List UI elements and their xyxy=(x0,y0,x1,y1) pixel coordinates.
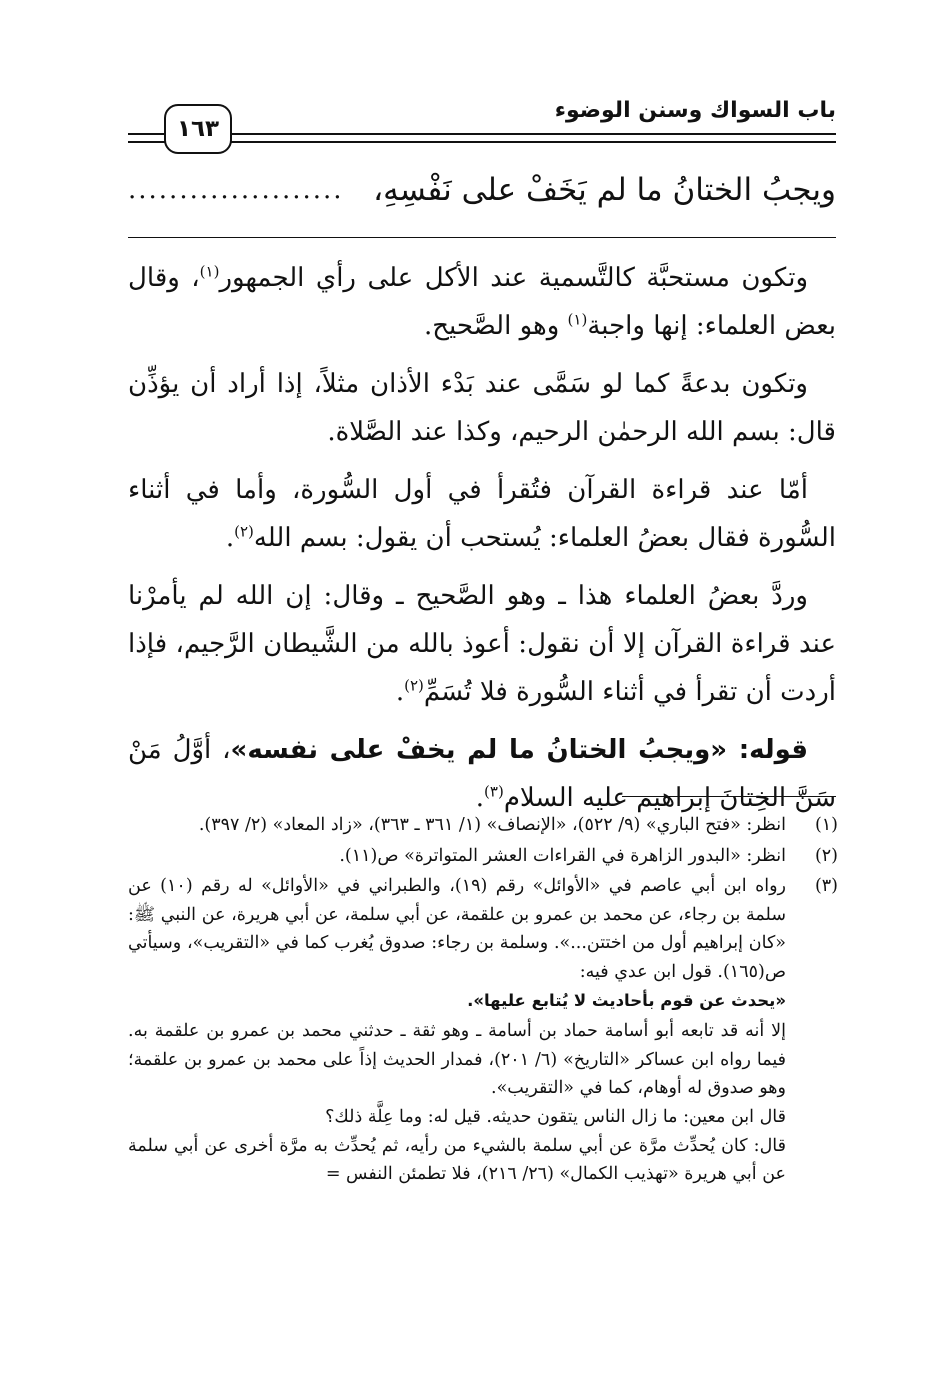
p5-text-a: ، أوَّلُ مَنْ سَنَّ الخِتانَ إبراهيم عليه السلام xyxy=(128,735,836,813)
running-title: باب السواك وسنن الوضوء xyxy=(554,98,836,123)
footnote-ref-3: (٣) xyxy=(484,782,504,801)
paragraph-3 xyxy=(128,466,836,562)
commentary-body xyxy=(128,254,836,832)
footnote-text: انظر: «البدور الزاهرة في القراءات العشر المتواترة» ص(١١). xyxy=(339,845,786,866)
footnote-ref-2b: (٢) xyxy=(404,676,424,695)
p1-text-a: وتكون مستحبَّة كالتَّسمية عند الأكل على رأي الجمهور xyxy=(219,263,809,293)
footnote-3-continuation-2: قال ابن معين: ما زال الناس يتقون حديثه. قيل له: وما عِلَّة ذلك؟ xyxy=(325,1106,786,1127)
p4-text-a: وردَّ بعضُ العلماء هذا ـ وهو الصَّحيح ـ وقال: إن الله لم يأمرْنا عند قراءة القرآن إلا أن نقول: أعوذ بالله من الشَّيطان الرَّجيم، فإذا أردت أن تقرأ في أثناء السُّورة فلا تُسَمِّ xyxy=(128,581,836,707)
footnote-ref-1b: (١) xyxy=(567,310,588,329)
footnote-number: (١) xyxy=(814,815,838,835)
footnote-text xyxy=(128,872,786,1015)
footnote-text: انظر: «فتح الباري» (٩/ ٥٢٢)، «الإنصاف» (١/ ٣٦١ ـ ٣٦٣)، «زاد المعاد» (٢/ ٣٩٧). xyxy=(198,815,786,835)
matn-dots: ..................... xyxy=(128,175,344,205)
p5-text-b: . xyxy=(475,783,485,813)
footnote-3-continuation-3: قال: كان يُحدِّث مرَّة عن أبي سلمة بالشيء من رأيه، ثم يُحدِّث به مرَّة أخرى عن أبي سلمة عن أبي هريرة «تهذيب الكمال» (٢٦/ ٢١٦)، فلا تطمئن النفس = xyxy=(128,1135,786,1185)
footnote-2 xyxy=(128,842,838,871)
footnote-1 xyxy=(128,811,838,840)
footnote-ref-2: (٢) xyxy=(234,522,254,541)
footnote-3-quote: «يحدث عن قوم بأحاديث لا يُتابع عليها». xyxy=(467,990,786,1010)
paragraph-4 xyxy=(128,572,836,716)
footnote-ref-1: (١) xyxy=(199,262,220,281)
p4-text-b: . xyxy=(395,677,405,707)
p1-text-b: ، وقال بعض العلماء: إنها واجبة xyxy=(128,263,836,341)
page-number xyxy=(164,104,232,154)
qawluhu-label: قوله: xyxy=(738,735,809,765)
matn-line xyxy=(128,164,836,216)
footnote-number: (٣) xyxy=(814,876,838,897)
matn-separator xyxy=(128,237,836,238)
p3-text-a: أمّا عند قراءة القرآن فتُقرأ في أول السُّورة، وأما في أثناء السُّورة فقال بعضُ العلماء: يُستحب أن يقول: بسم الله xyxy=(128,475,836,553)
p3-text-b: . xyxy=(225,523,235,553)
matn-text: ويجبُ الختانُ ما لم يَخَفْ على نَفْسِهِ، xyxy=(373,172,836,208)
paragraph-2: وتكون بدعةً كما لو سَمَّى عند بَدْء الأذان مثلاً، إذا أراد أن يؤذِّن قال: بسم الله الرحمٰن الرحيم، وكذا عند الصَّلاة. xyxy=(128,369,836,447)
footnote-separator xyxy=(622,796,836,797)
p1-text-c: وهو الصَّحيح. xyxy=(423,311,568,341)
footnote-number: (٢) xyxy=(814,845,838,866)
page-number-text: ١٦٣ xyxy=(176,116,220,142)
paragraph-5 xyxy=(128,726,836,822)
matn-quote: «ويجبُ الختانُ ما لم يخفْ على نفسه» xyxy=(230,735,739,765)
footnote-3-continuation-1: إلا أنه قد تابعه أبو أسامة حماد بن أسامة ـ وهو ثقة ـ حدثني محمد بن عمرو بن علقمة به. فيما رواه ابن عساكر «التاريخ» (٦/ ٢٠١)، فمدار الحديث إذاً على محمد بن عمرو بن علقمة؛ وهو صدوق له أوهام، كما في «التقريب». xyxy=(128,1021,787,1099)
header-double-rule xyxy=(128,133,836,143)
paragraph-1 xyxy=(128,254,836,350)
footnotes xyxy=(128,811,838,1189)
footnote-3 xyxy=(128,872,838,1015)
footnote-3-text: رواه ابن أبي عاصم في «الأوائل» رقم (١٩)، والطبراني في «الأوائل» له رقم (١٠) عن سلمة بن رجاء، عن محمد بن عمرو بن علقمة، عن أبي سلمة، عن أبي هريرة، عن النبي ﷺ: «كان إبراهيم أول من اختتن...». وسلمة بن رجاء: صدوق يُغرب كما في «التقريب»، وسيأتي ص(١٦٥). قول ابن عدي فيه: xyxy=(128,876,786,982)
